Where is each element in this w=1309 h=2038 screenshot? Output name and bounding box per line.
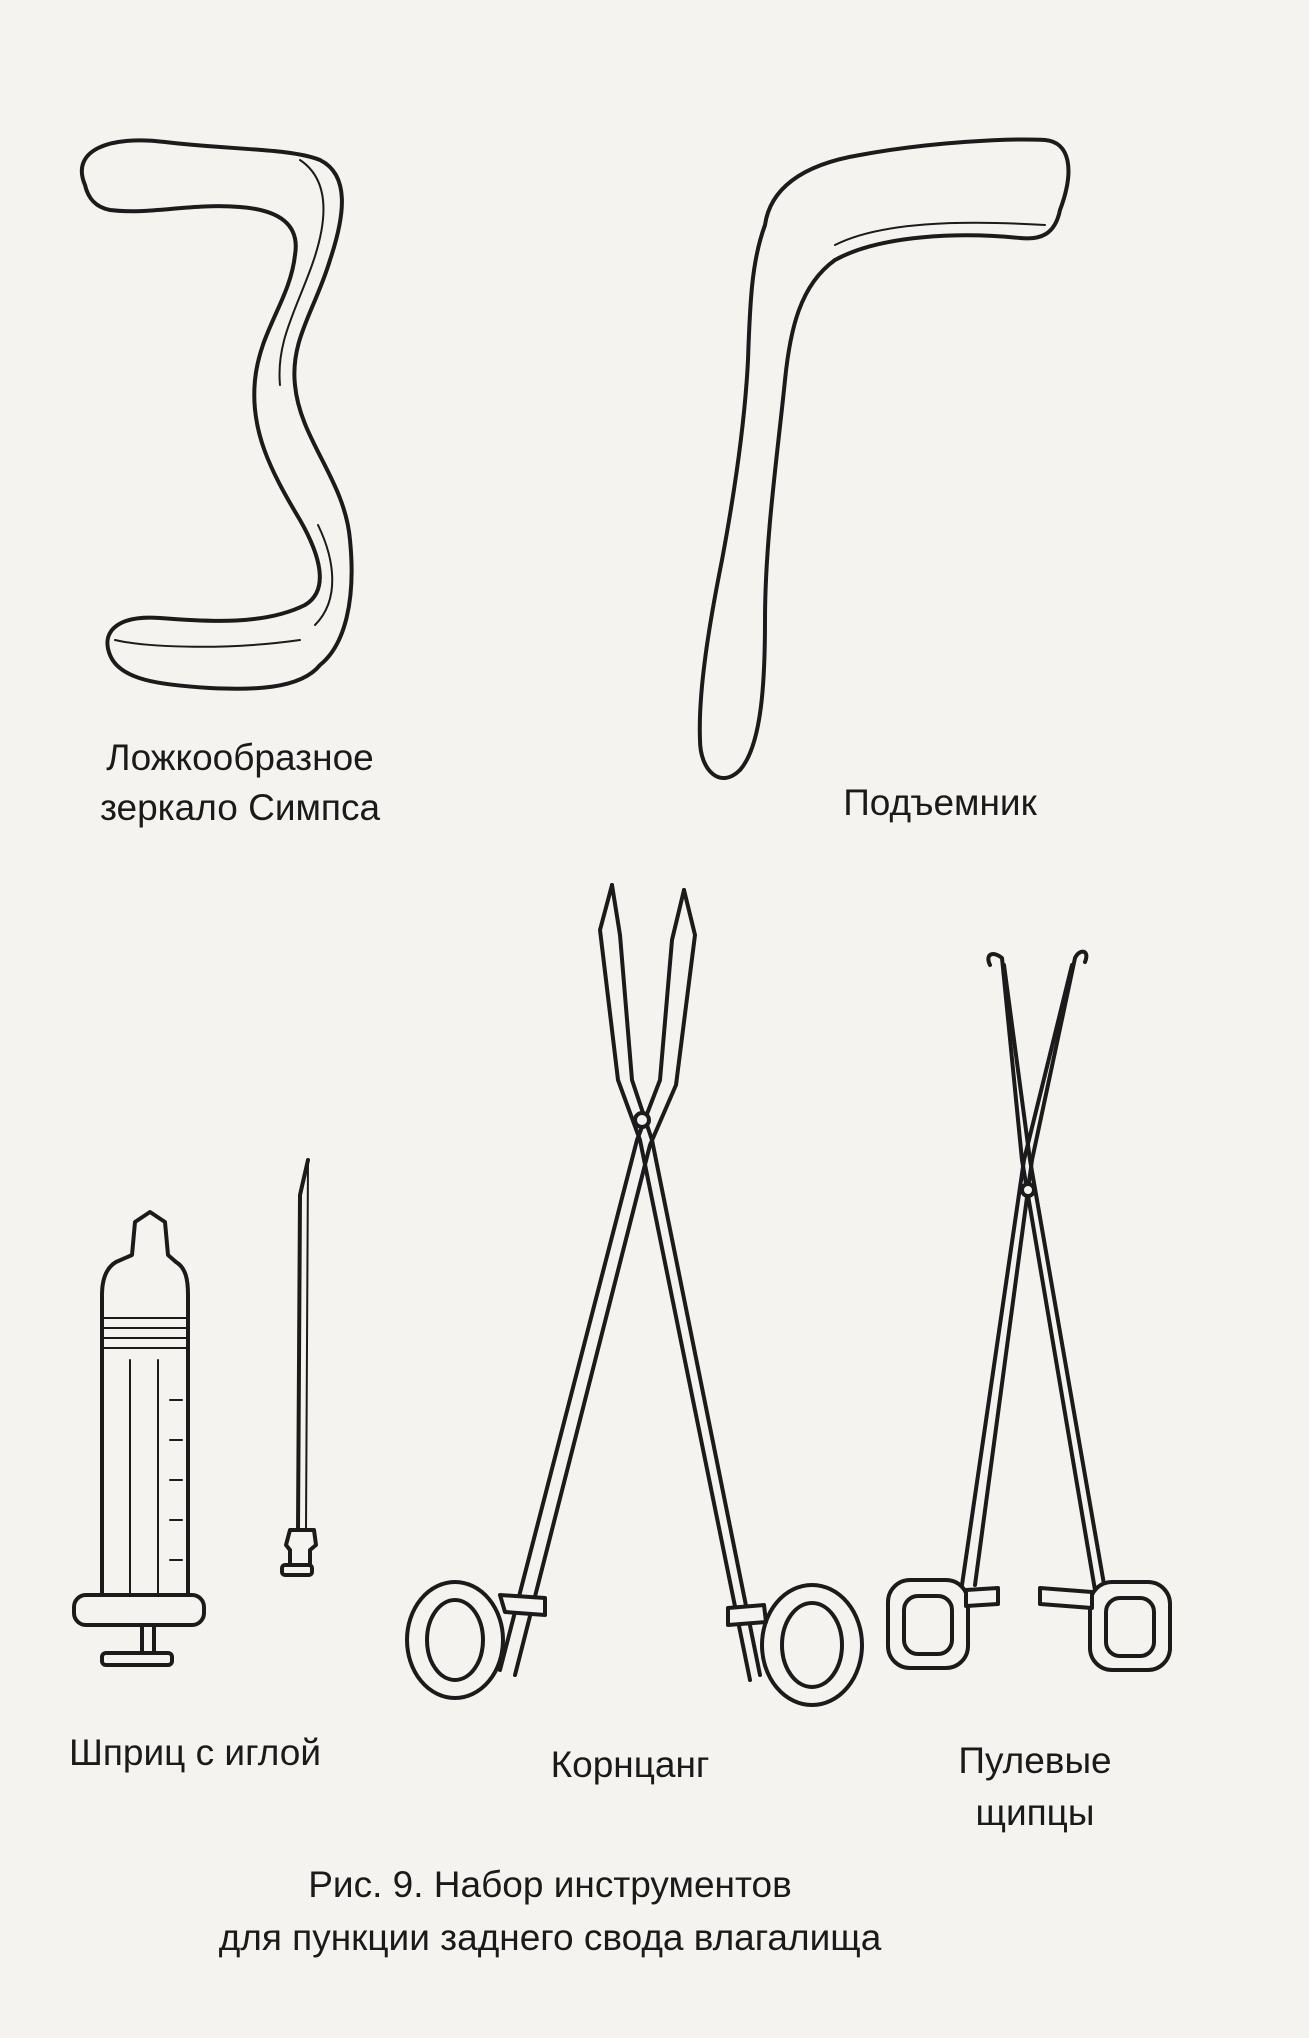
sims-speculum-drawing xyxy=(82,140,352,688)
sims-speculum-label-2: зеркало Симпса xyxy=(99,787,381,828)
needle-drawing xyxy=(282,1160,316,1575)
forceps-drawing xyxy=(407,885,862,1705)
tenaculum-drawing xyxy=(888,952,1170,1670)
forceps-label: Корнцанг xyxy=(550,1744,710,1785)
caption-line-1: Рис. 9. Набор инструментов xyxy=(308,1864,792,1905)
elevator-drawing xyxy=(700,140,1069,779)
sims-speculum-label-1: Ложкообразное xyxy=(106,737,374,778)
tenaculum-label-2: щипцы xyxy=(975,1792,1095,1833)
tenaculum-label-1: Пулевые xyxy=(958,1740,1112,1781)
elevator-label: Подъемник xyxy=(843,782,1037,823)
syringe-label: Шприц с иглой xyxy=(68,1732,322,1773)
caption-line-2: для пункции заднего свода влагалища xyxy=(218,1917,882,1958)
syringe-drawing xyxy=(74,1212,204,1665)
